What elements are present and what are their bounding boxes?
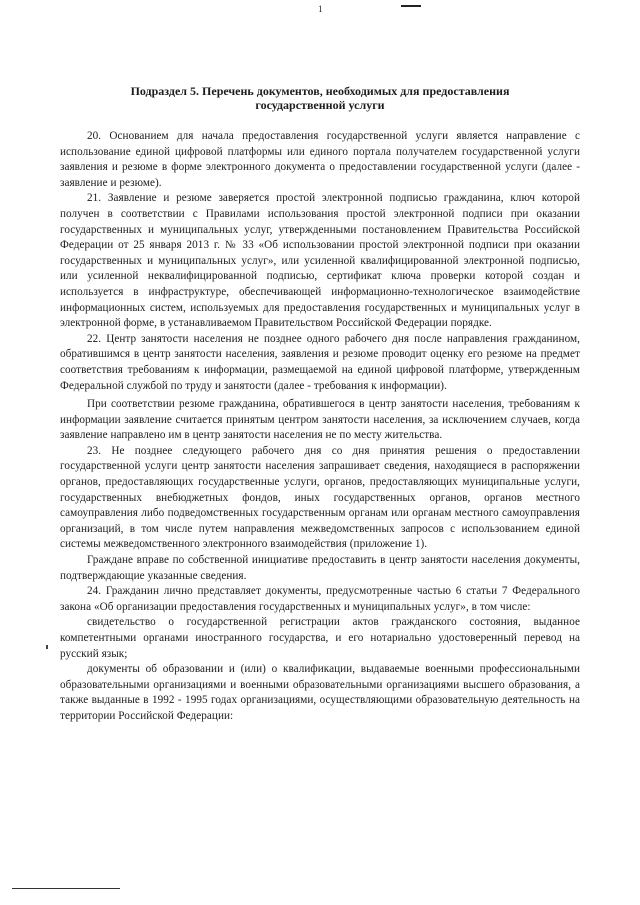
paragraph-23: 23. Не позднее следующего рабочего дня со дня принятия решения о предоставлении государственной услуги центр занятости населения запрашивает сведения, находящиеся в распоряжении органов, предоставляющих государственные услуги, органов, предоставляющих муниципальные услуги, государственных внебюджетных фондов, иных государственных органов, органов местного самоуправления либо подведомственных государственным органам или органам местного самоуправления организаций, в том числе путем направления межведомственных запросов с использованием единой системы межведомственного электронного взаимодействия (приложение 1). <box>60 444 580 551</box>
paragraph-22-continuation: При соответствии резюме гражданина, обратившегося в центр занятости населения, требованиям к информации заявление считается принятым центром занятости населения, за исключением случаев, когда заявление направлено им в центр занятости населения не по месту жительства. <box>60 398 580 442</box>
scan-mark <box>401 5 421 7</box>
footnote-rule <box>12 888 120 889</box>
section-heading-line-2: государственной услуги <box>255 98 385 112</box>
margin-mark <box>46 645 48 649</box>
document-body <box>60 129 580 725</box>
paragraph-20: 20. Основанием для начала предоставления государственной услуги является направление с использование единой цифровой платформы или единого портала получателем государственной услуги заявления и резюме в форме электронного документа о предоставлении государственной услуги (далее - заявление и резюме). <box>60 130 580 189</box>
paragraph-24-item-1: свидетельство о государственной регистрации актов гражданского состояния, выданное компетентными органами иностранного государства, и его нотариально удостоверенный перевод на русский язык; <box>60 616 580 660</box>
paragraph-21: 21. Заявление и резюме заверяется простой электронной подписью гражданина, ключ которой получен в соответствии с Правилами использования простой электронной подписи при оказании государственных и муниципальных услуг, утвержденными постановлением Правительства Российской Федерации от 25 января 2013 г. № 33 «Об использовании простой электронной подписи при оказании государственных и муниципальных услуг», или усиленной квалифицированной электронной подписью, или усиленной неквалифицированной подписью, сертификат ключа проверки которой создан и используется в инфраструктуре, обеспечивающей информационно-технологическое взаимодействие информационных систем, используемых для предоставления государственных и муниципальных услуг в электронной форме, в устанавливаемом Правительством Российской Федерации порядке. <box>60 192 580 330</box>
page-number: 1 <box>318 4 323 14</box>
paragraph-24: 24. Гражданин лично представляет документы, предусмотренные частью 6 статьи 7 Федерального закона «Об организации предоставления государственных и муниципальных услуг», в том числе: <box>60 585 580 613</box>
paragraph-23-continuation: Граждане вправе по собственной инициативе предоставить в центр занятости населения документы, подтверждающие указанные сведения. <box>60 554 580 582</box>
paragraph-22: 22. Центр занятости населения не позднее одного рабочего дня после направления гражданином, обратившимся в центр занятости населения, заявления и резюме проводит оценку его резюме на предмет соответствия требованиям к информации, размещаемой на единой цифровой платформе, утвержденным Федеральной службой по труду и занятости (далее - требования к информации). <box>60 332 580 392</box>
section-heading <box>60 84 580 112</box>
paragraph-24-item-2: документы об образовании и (или) о квалификации, выдаваемые военными профессиональными образовательными организациями и военными образовательными организациями высшего образования, а также выданные в 1992 - 1995 годах организациями, осуществляющими образовательную деятельность на территории Российской Федерации: <box>60 663 580 722</box>
section-heading-line-1: Подраздел 5. Перечень документов, необходимых для предоставления <box>130 84 510 98</box>
